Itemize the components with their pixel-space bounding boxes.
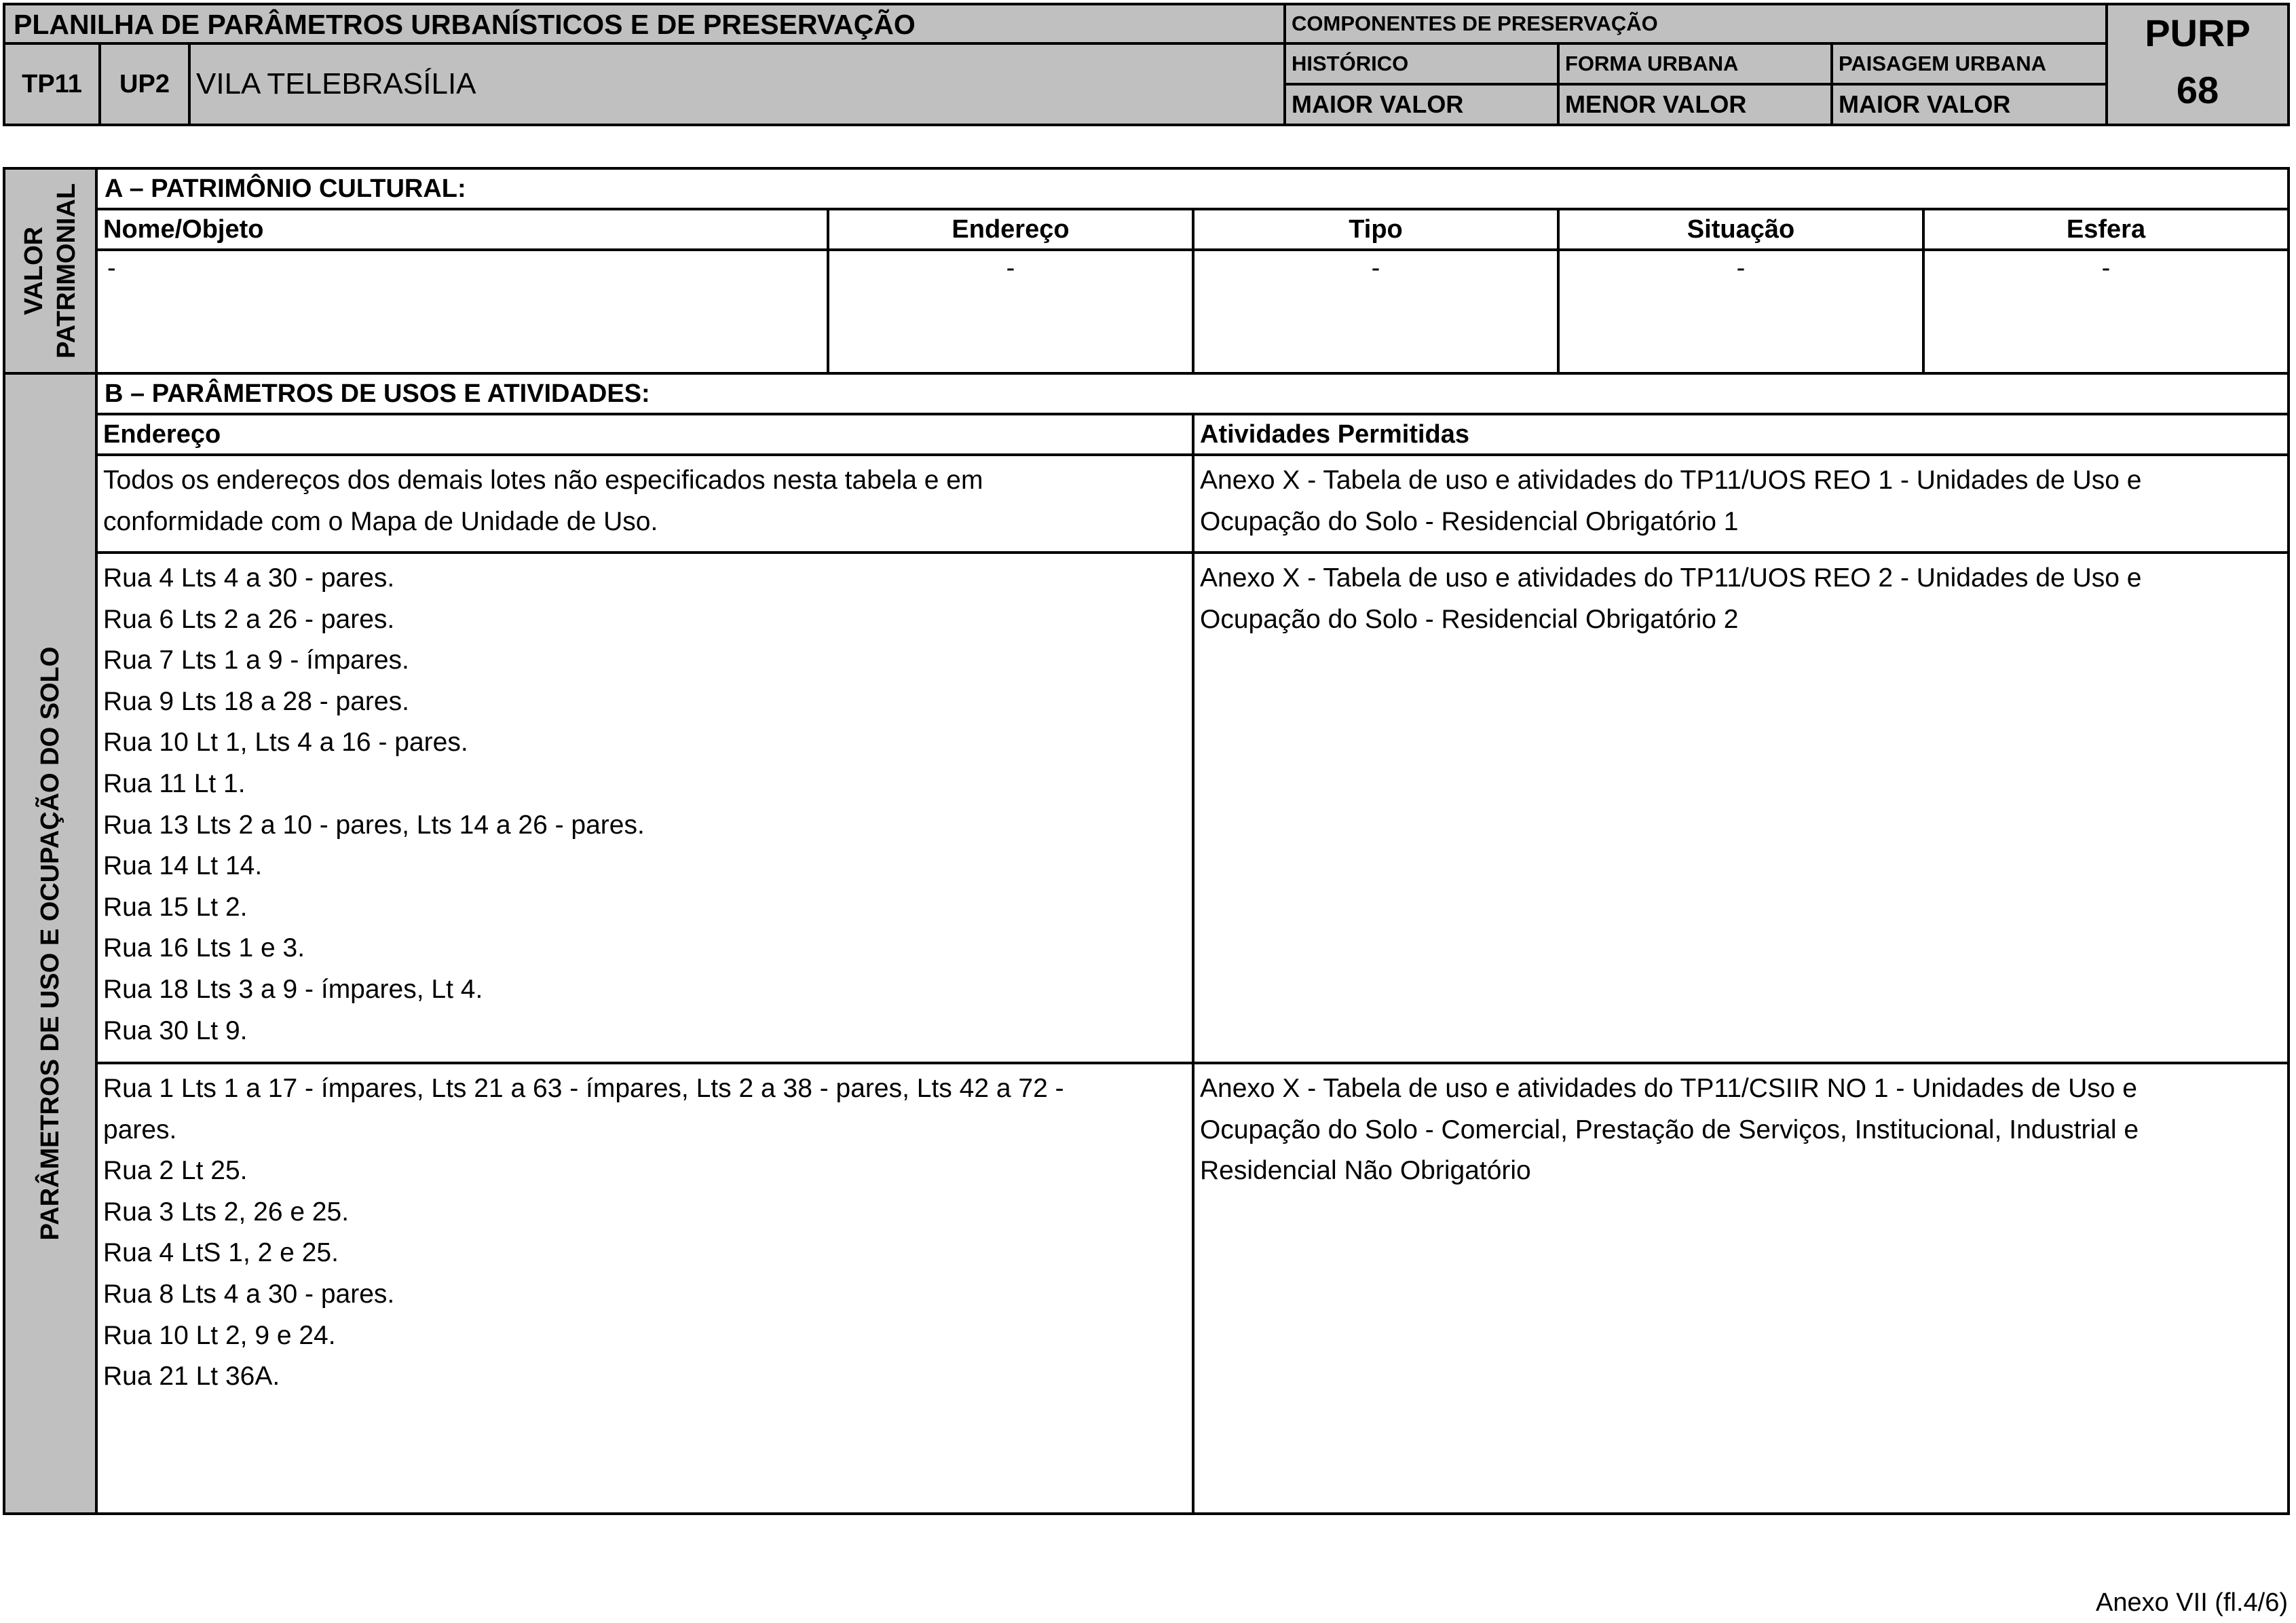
usos-atividades-title: B – PARÂMETROS DE USOS E ATIVIDADES: xyxy=(95,372,2290,415)
sheet-title: PLANILHA DE PARÂMETROS URBANÍSTICOS E DE PRESERVAÇÃO xyxy=(3,3,1286,45)
locality-name: VILA TELEBRASÍLIA xyxy=(188,42,1286,126)
col-atividades-permitidas: Atividades Permitidas xyxy=(1192,413,2290,456)
patrimonio-row-tipo: - xyxy=(1192,248,1560,375)
usos-row-3-address: Rua 1 Lts 1 a 17 - ímpares, Lts 21 a 63 - ímpares, Lts 2 a 38 - pares, Lts 42 a 72 - pares. Rua 2 Lt 25. Rua 3 Lts 2, 26 e 25. Rua 4 LtS 1, 2 e 25. Rua 8 Lts 4 a 30 - pares. Rua 10 Lt 2, 9 e 24. Rua 21 Lt 36A. xyxy=(95,1062,1194,1515)
components-title: COMPONENTES DE PRESERVAÇÃO xyxy=(1283,3,2108,45)
uso-ocupacao-label-text: PARÂMETROS DE USO E OCUPAÇÃO DO SOLO xyxy=(36,646,64,1241)
col-esfera: Esfera xyxy=(1922,208,2290,251)
annex-footer: Anexo VII (fl.4/6) xyxy=(2095,1588,2288,1617)
component-paisagem-urbana-label: PAISAGEM URBANA xyxy=(1830,42,2108,86)
col-tipo: Tipo xyxy=(1192,208,1560,251)
purp-label: PURP xyxy=(2145,12,2251,54)
col-usos-endereco: Endereço xyxy=(95,413,1194,456)
tp-code: TP11 xyxy=(3,42,101,126)
valor-patrimonial-side-label xyxy=(3,167,98,375)
patrimonio-row-endereco: - xyxy=(827,248,1194,375)
purp-box xyxy=(2105,3,2290,126)
component-historico-label: HISTÓRICO xyxy=(1283,42,1560,86)
patrimonio-row-situacao: - xyxy=(1557,248,1925,375)
patrimonio-row-nome: - xyxy=(95,248,829,375)
valor-patrimonial-label-text: VALOR PATRIMONIAL xyxy=(20,183,81,359)
usos-row-2-address: Rua 4 Lts 4 a 30 - pares. Rua 6 Lts 2 a 26 - pares. Rua 7 Lts 1 a 9 - ímpares. Rua 9 Lts 18 a 28 - pares. Rua 10 Lt 1, Lts 4 a 16 - pares. Rua 11 Lt 1. Rua 13 Lts 2 a 10 - pares, Lts 14 a 26 - pares. Rua 14 Lt 14. Rua 15 Lt 2. Rua 16 Lts 1 e 3. Rua 18 Lts 3 a 9 - ímpares, Lt 4. Rua 30 Lt 9. xyxy=(95,551,1194,1064)
component-historico-value: MAIOR VALOR xyxy=(1283,83,1560,126)
component-paisagem-urbana-value: MAIOR VALOR xyxy=(1830,83,2108,126)
patrimonio-row-esfera: - xyxy=(1922,248,2290,375)
patrimonio-cultural-title: A – PATRIMÔNIO CULTURAL: xyxy=(95,167,2290,210)
purp-number: 68 xyxy=(2176,69,2219,111)
uso-ocupacao-side-label xyxy=(3,372,98,1515)
col-endereco: Endereço xyxy=(827,208,1194,251)
usos-row-3-activities: Anexo X - Tabela de uso e atividades do TP11/CSIIR NO 1 - Unidades de Uso e Ocupação do Solo - Comercial, Prestação de Serviços, Institucional, Industrial e Residencial Não Obrigatório xyxy=(1192,1062,2290,1515)
up-code: UP2 xyxy=(98,42,191,126)
usos-row-1-activities: Anexo X - Tabela de uso e atividades do TP11/UOS REO 1 - Unidades de Uso e Ocupação do Solo - Residencial Obrigatório 1 xyxy=(1192,453,2290,554)
component-forma-urbana-value: MENOR VALOR xyxy=(1557,83,1833,126)
usos-row-2-activities: Anexo X - Tabela de uso e atividades do TP11/UOS REO 2 - Unidades de Uso e Ocupação do Solo - Residencial Obrigatório 2 xyxy=(1192,551,2290,1064)
col-nome-objeto: Nome/Objeto xyxy=(95,208,829,251)
col-situacao: Situação xyxy=(1557,208,1925,251)
component-forma-urbana-label: FORMA URBANA xyxy=(1557,42,1833,86)
usos-row-1-address: Todos os endereços dos demais lotes não especificados nesta tabela e em conformidade com o Mapa de Unidade de Uso. xyxy=(95,453,1194,554)
